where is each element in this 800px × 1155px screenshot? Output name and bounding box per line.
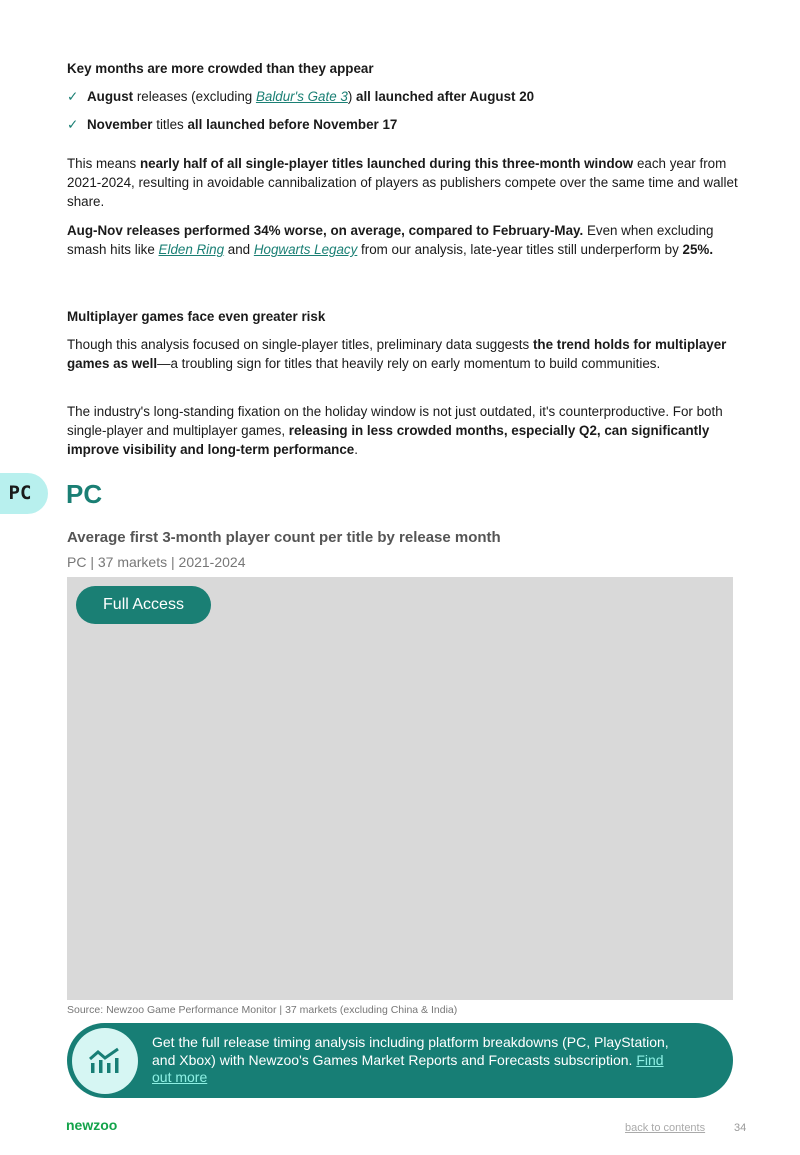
heading-multiplayer: Multiplayer games face even greater risk: [67, 309, 326, 324]
check-icon: ✓: [67, 117, 79, 132]
full-access-button[interactable]: Full Access: [76, 586, 211, 624]
paragraph-holiday: The industry's long-standing fixation on the holiday window is not just outdated, it's counterproductive. For both single-player and multiplayer games, releasing in less crowded months, especially Q2, can significantly improve visibility and long-term performance.: [67, 404, 723, 457]
newzoo-logo: newzoo: [66, 1117, 118, 1133]
pc-section-tag: PC: [0, 473, 48, 514]
elden-ring-link[interactable]: Elden Ring: [158, 242, 225, 257]
subscription-cta-banner: [67, 1023, 733, 1098]
paragraph-aug-nov: Aug-Nov releases performed 34% worse, on average, compared to February-May. Even when excluding smash hits like Elden Ring and Hogwarts Legacy from our analysis, late-year titles still underperform by 25%.: [67, 223, 714, 257]
check-icon: ✓: [67, 89, 79, 104]
page-number: 34: [734, 1122, 747, 1134]
bullet-november: ✓ November titles all launched before November 17: [67, 117, 398, 132]
chart-source: Source: Newzoo Game Performance Monitor | 37 markets (excluding China & India): [67, 1004, 458, 1016]
paragraph-multiplayer: Though this analysis focused on single-player titles, preliminary data suggests the trend holds for multiplayer games as well—a troubling sign for titles that heavily rely on early momentum to build communities.: [67, 337, 727, 371]
back-to-contents-link[interactable]: back to contents: [625, 1122, 706, 1134]
chart-growth-icon: [72, 1028, 138, 1094]
locked-chart-placeholder: [67, 577, 733, 1000]
hogwarts-legacy-link[interactable]: Hogwarts Legacy: [253, 242, 358, 257]
cta-text: Get the full release timing analysis including platform breakdowns (PC, PlayStation, and Xbox) with Newzoo's Games Market Reports and Forecasts subscription. Find out more: [152, 1034, 669, 1086]
pc-section-title: PC: [66, 479, 103, 509]
chart-subtitle: PC | 37 markets | 2021-2024: [67, 554, 246, 570]
chart-title: Average first 3-month player count per title by release month: [67, 529, 501, 546]
baldurs-gate-link[interactable]: Baldur's Gate 3: [255, 89, 348, 104]
find-out-more-link[interactable]: Find out more: [152, 1051, 664, 1086]
bullet-august: ✓ August releases (excluding Baldur's Gate 3) all launched after August 20: [67, 89, 535, 104]
paragraph-half-titles: This means nearly half of all single-player titles launched during this three-month window each year from 2021-2024, resulting in avoidable cannibalization of players as publishers compete over the same time and wallet share.: [67, 156, 738, 209]
heading-key-months: Key months are more crowded than they appear: [67, 61, 374, 76]
